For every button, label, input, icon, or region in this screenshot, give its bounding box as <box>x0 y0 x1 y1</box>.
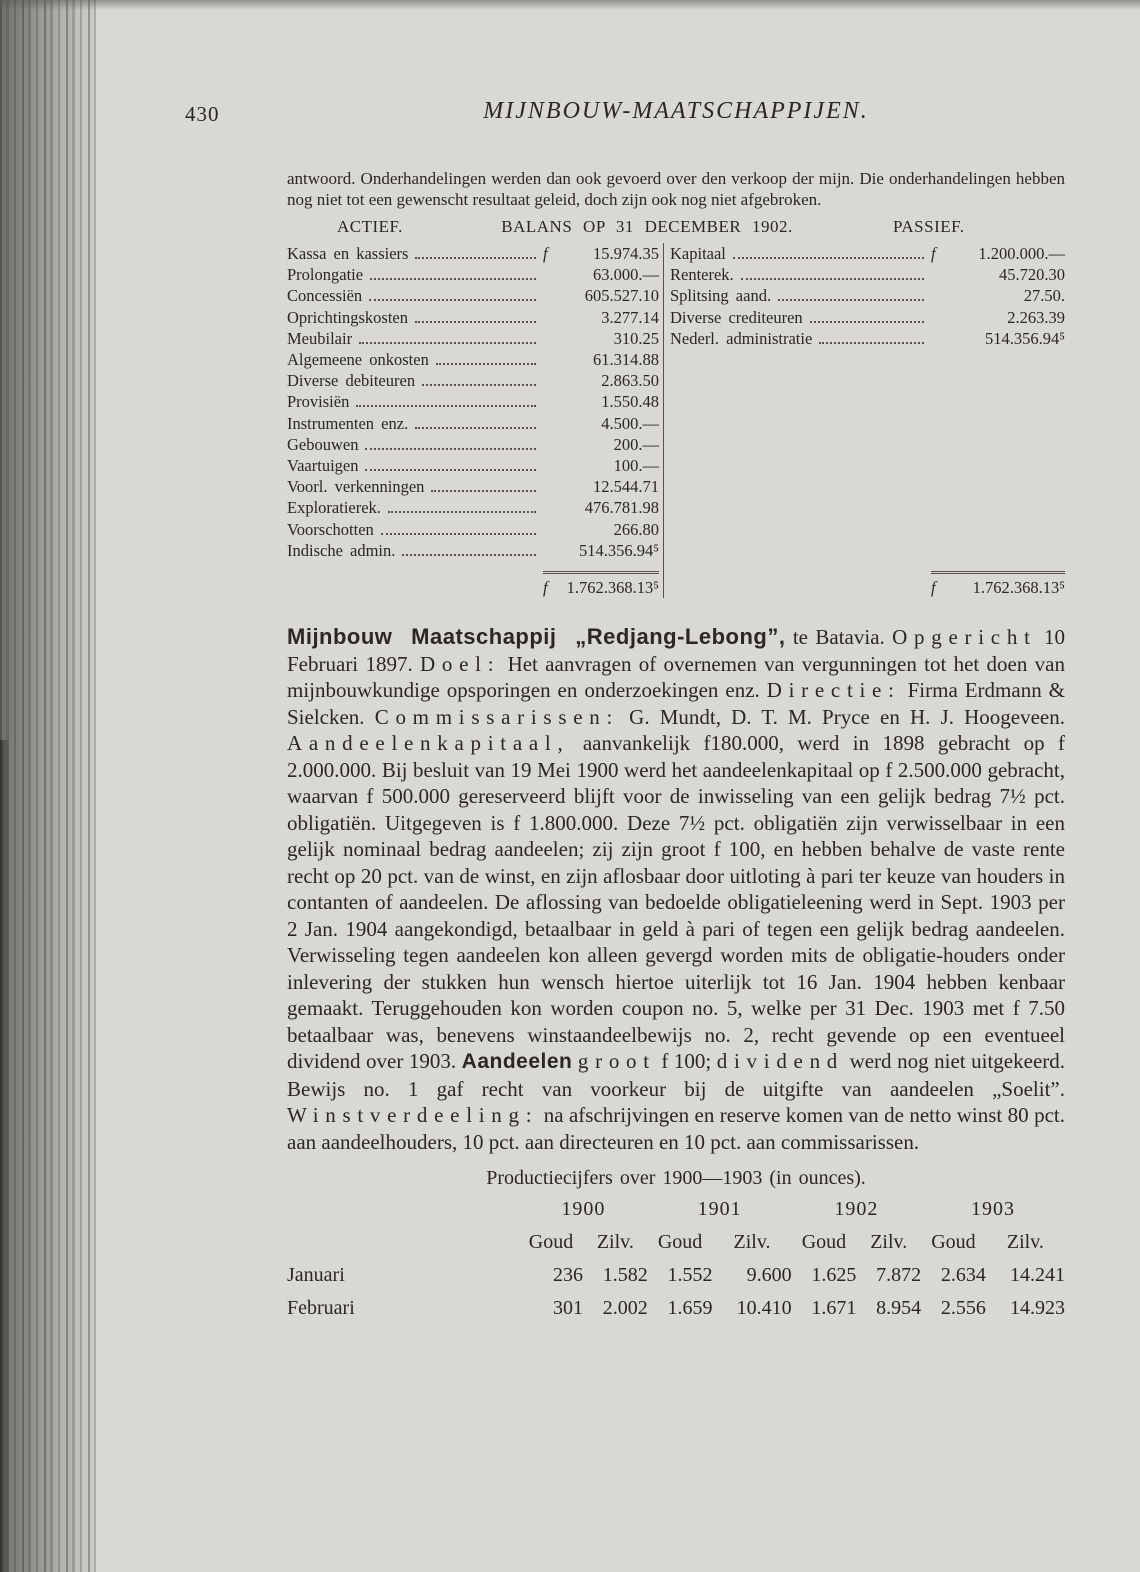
production-value: 9.600 <box>746 1264 792 1287</box>
balance-row-value: 2.263.39 <box>1007 307 1065 327</box>
dotted-leader <box>370 278 536 280</box>
production-value: 1.582 <box>602 1264 648 1287</box>
balance-row <box>287 349 659 370</box>
actief-label: ACTIEF. <box>337 217 403 236</box>
page-header <box>185 96 1065 138</box>
spaced-term-dividend: dividend <box>716 1049 845 1074</box>
section-text: f 100; <box>655 1049 717 1074</box>
balance-row-value: 1.200.000.— <box>978 244 1065 263</box>
production-value: 14.923 <box>1010 1297 1065 1320</box>
balance-row-label: Indische admin. <box>287 540 396 560</box>
balance-row <box>287 540 659 561</box>
balance-row <box>287 497 659 518</box>
balance-row-label: Kassa en kassiers <box>287 244 409 263</box>
company-heading: Mijnbouw Maatschappij „Redjang-Lebong”, <box>287 624 786 650</box>
balance-row <box>670 285 1065 306</box>
balance-row-value: 63.000.— <box>593 265 659 285</box>
page-content <box>185 96 1065 1325</box>
production-value: 2.556 <box>940 1297 986 1320</box>
balance-row-value: 4.500.— <box>601 413 659 433</box>
balance-row-label: Prolongatie <box>287 265 364 285</box>
production-value: 2.002 <box>602 1297 648 1320</box>
balance-title: BALANS OP 31 DECEMBER 1902. <box>501 217 793 236</box>
section-text: na afschrijvingen en reserve komen van de netto winst 80 pct. aan aandeelhouders, 10 pct. aan directeuren en 10 pct. aan commissarissen. <box>287 1103 1065 1154</box>
production-value: 1.552 <box>667 1264 713 1287</box>
balance-row-label: Vaartuigen <box>287 456 359 476</box>
dotted-leader <box>431 490 536 492</box>
balance-row-value: 45.720.30 <box>999 265 1065 285</box>
balance-row-label: Concessiën <box>287 286 363 306</box>
balance-row <box>287 519 659 540</box>
production-title: Productiecijfers over 1900—1903 (in ounces). <box>486 1167 866 1190</box>
balance-row <box>287 476 659 497</box>
year-header: 1903 <box>971 1198 1016 1221</box>
balance-row <box>287 285 659 306</box>
dotted-leader <box>388 511 536 513</box>
dotted-leader <box>810 321 924 323</box>
goud-header: Goud <box>801 1231 847 1254</box>
balance-row-value: 12.544.71 <box>593 477 659 497</box>
production-value: 1.625 <box>811 1264 857 1287</box>
section-text: werd nog niet uitgekeerd. Bewijs no. 1 gaf recht van voorkeur bij de uitgifte van aandeelen „Soelit”. <box>287 1049 1066 1101</box>
year-header-row <box>287 1193 1065 1226</box>
month-label: Januari <box>287 1264 345 1287</box>
dotted-leader <box>356 405 536 407</box>
goud-header: Goud <box>931 1231 976 1254</box>
passief-label: PASSIEF. <box>893 217 965 236</box>
production-value: 8.954 <box>876 1297 922 1320</box>
dotted-leader <box>422 384 536 386</box>
production-row <box>287 1259 1065 1292</box>
production-section <box>287 1167 1065 1325</box>
dotted-leader <box>741 278 924 280</box>
balance-row-value: 514.356.94⁵ <box>984 328 1065 348</box>
balance-row-label: Nederl. administratie <box>670 328 813 348</box>
dotted-leader <box>436 363 536 365</box>
section-text: G. Mundt, D. T. M. Pryce en H. J. Hoogeveen. <box>619 704 1065 729</box>
balance-row <box>670 307 1065 328</box>
balance-row-value: 1.550.48 <box>601 392 659 412</box>
metal-header-row <box>287 1226 1065 1259</box>
balance-row <box>287 434 659 455</box>
passief-column <box>664 243 1065 598</box>
production-value: 7.872 <box>876 1264 922 1287</box>
zilv-header: Zilv. <box>733 1231 771 1254</box>
balance-row-value: 310.25 <box>613 328 659 348</box>
actief-total-value: 1.762.368.13⁵ <box>566 578 659 598</box>
balance-row-label: Diverse crediteuren <box>670 307 803 327</box>
dotted-leader <box>381 533 536 535</box>
spaced-term-winstverdeeling: Winstverdeeling: <box>287 1103 539 1128</box>
balance-row-value: 514.356.94⁵ <box>578 540 659 560</box>
production-value: 301 <box>552 1297 583 1320</box>
balance-row-value: 15.974.35 <box>593 244 659 263</box>
balance-row-value: 2.863.50 <box>601 371 659 391</box>
balance-row-label: Oprichtingskosten <box>287 307 408 327</box>
dotted-leader <box>365 469 536 471</box>
currency-symbol: f <box>543 244 548 263</box>
dotted-leader <box>415 257 536 259</box>
currency-symbol: f <box>931 578 936 598</box>
balance-row-value: 200.— <box>613 434 659 454</box>
balance-row <box>287 264 659 285</box>
production-value: 236 <box>552 1264 583 1287</box>
actief-column <box>287 243 659 598</box>
balance-row <box>287 413 659 434</box>
aandeelen-bold: Aandeelen <box>461 1050 573 1074</box>
balance-row-value: 476.781.98 <box>584 498 659 518</box>
year-header: 1902 <box>834 1198 879 1221</box>
balance-header <box>185 217 1065 240</box>
dotted-leader <box>369 299 536 301</box>
spaced-term-opgericht: Opgericht <box>892 625 1037 650</box>
balance-row-label: Provisiën <box>287 392 350 412</box>
section-text: te Batavia. <box>785 625 893 650</box>
balance-row-value: 27.50. <box>1023 286 1065 306</box>
dotted-leader <box>733 257 924 259</box>
spaced-term-groot: groot <box>577 1049 656 1074</box>
actief-total <box>287 561 659 598</box>
section-text: Het aanvragen of overnemen van vergunningen tot het doen van mijnbouwkundige opsporingen en onderzoekingen enz. <box>287 651 1065 703</box>
gutter-dark-strip <box>0 740 10 1572</box>
scan-top-edge-shadow <box>0 0 1140 10</box>
balance-row-label: Algemeene onkosten <box>287 350 429 370</box>
balance-row-value: 100.— <box>613 456 659 476</box>
balance-row <box>287 243 659 264</box>
production-value: 10.410 <box>736 1297 792 1320</box>
page-header-title: MIJNBOUW-MAATSCHAPPIJEN. <box>483 98 869 124</box>
year-header: 1900 <box>561 1198 606 1221</box>
production-value: 14.241 <box>1010 1264 1065 1287</box>
dotted-leader <box>819 342 924 344</box>
balance-row-label: Splitsing aand. <box>670 286 772 306</box>
balance-row-value: 605.527.10 <box>584 286 659 306</box>
production-row <box>287 1292 1065 1325</box>
balance-row-label: Kapitaal <box>670 244 726 263</box>
balance-row <box>287 328 659 349</box>
balance-row <box>287 370 659 391</box>
currency-symbol: f <box>931 244 936 263</box>
balance-row-label: Meubilair <box>287 328 353 348</box>
balance-row-label: Exploratierek. <box>287 498 381 518</box>
goud-header: Goud <box>528 1231 574 1254</box>
book-gutter-shadow <box>0 0 96 1572</box>
production-value: 1.671 <box>811 1297 857 1320</box>
section-paragraph <box>287 624 1065 1155</box>
balance-row <box>670 243 1065 264</box>
page-number: 430 <box>185 102 220 126</box>
section-text: Firma Erdmann & Sielcken. <box>287 678 1065 729</box>
balance-row-label: Voorschotten <box>287 519 374 539</box>
zilv-header: Zilv. <box>1006 1231 1044 1254</box>
dotted-leader <box>359 342 536 344</box>
dotted-leader <box>415 427 536 429</box>
balance-row <box>670 328 1065 349</box>
spaced-term-directie: Directie: <box>766 678 901 703</box>
month-label: Februari <box>287 1297 355 1320</box>
balance-row-value: 266.80 <box>613 519 659 539</box>
goud-header: Goud <box>657 1231 703 1254</box>
year-header: 1901 <box>697 1198 742 1221</box>
spaced-term-doel: Doel: <box>420 651 501 676</box>
passief-total-value: 1.762.368.13⁵ <box>972 578 1065 598</box>
balance-row <box>287 391 659 412</box>
intro-paragraph: antwoord. Onderhandelingen werden dan ook gevoerd over den verkoop der mijn. Die onderhandelingen hebben nog niet tot een gewenscht resultaat geleid, doch zijn ook nog niet afgebroken. <box>287 169 1065 209</box>
balance-sheet <box>287 243 1065 598</box>
balance-row-value: 3.277.14 <box>601 307 659 327</box>
balance-row-label: Gebouwen <box>287 434 359 454</box>
spaced-term-aandeelenkapitaal: Aandeelenkapitaal, <box>287 731 570 756</box>
section-text: aanvankelijk f180.000, werd in 1898 gebracht op f 2.000.000. Bij besluit van 19 Mei 1900 werd het aandeelenkapitaal op f 2.500.000 gebracht, waarvan f 500.000 gereserveerd blijft voor de inwisseling van een gelijk bedrag 7½ pct. obligatiën. Uitgegeven is f 1.800.000. Deze 7½ pct. obligatiën zijn verwisselbaar in een gelijk nominaal bedrag aandeelen; zij zijn groot f 100, en hebben behalve de vaste rente recht op 20 pct. van de winst, en zijn aflosbaar door uitloting à pari ter keuze van houders in contanten of aandeelen. De aflossing van bedoelde obligatieleening werd in Sept. 1903 per 2 Jan. 1904 aangekondigd, betaalbaar in geld à pari of tegen een gelijk bedrag aandeelen. Verwisseling tegen aandeelen kon alleen gevergd worden mits de obligatie-houders onder inlevering der stukken hun wensch hiertoe uiterlijk tot 16 Jan. 1904 hebben kenbaar gemaakt. Teruggehouden kon worden coupon no. 5, welke per 31 Dec. 1903 met f 7.50 betaalbaar was, benevens winstaandeelbewijs no. 2, recht gevende op een eventueel dividend over 1903. <box>287 731 1065 1074</box>
balance-row-label: Voorl. verkenningen <box>287 477 425 497</box>
dotted-leader <box>778 299 924 301</box>
dotted-leader <box>365 448 536 450</box>
production-table <box>287 1193 1065 1325</box>
balance-row-label: Diverse debiteuren <box>287 371 416 391</box>
balance-row <box>287 307 659 328</box>
currency-symbol: f <box>543 578 548 598</box>
balance-row <box>287 455 659 476</box>
balance-row <box>670 264 1065 285</box>
balance-row-label: Instrumenten enz. <box>287 413 409 433</box>
zilv-header: Zilv. <box>596 1231 634 1254</box>
balance-row-value: 61.314.88 <box>593 350 659 370</box>
spaced-term-commissarissen: Commissarissen: <box>374 704 620 729</box>
passief-total <box>670 561 1065 598</box>
balance-row-label: Renterek. <box>670 265 734 285</box>
section-text: 10 Februari 1897. <box>287 625 1066 676</box>
production-value: 1.659 <box>667 1297 713 1320</box>
production-value: 2.634 <box>940 1264 986 1287</box>
dotted-leader <box>415 321 536 323</box>
zilv-header: Zilv. <box>870 1231 908 1254</box>
dotted-leader <box>402 554 536 556</box>
